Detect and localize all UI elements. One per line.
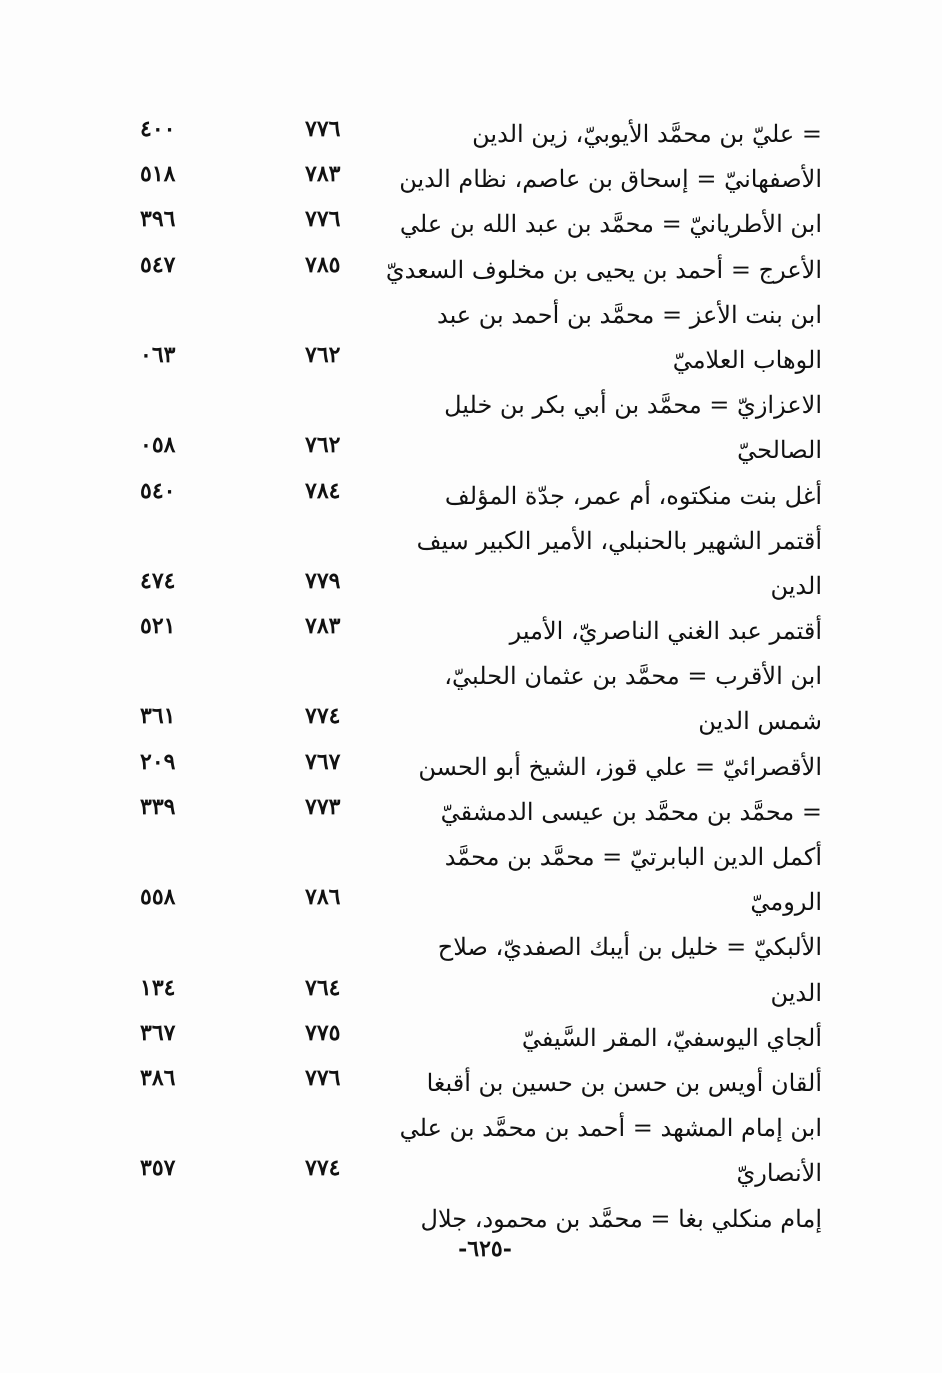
- entry-page: ٥١٨: [140, 161, 176, 188]
- entry-page: ٤٠٠: [140, 116, 176, 142]
- entry-year: ٧٨٣: [305, 613, 341, 640]
- entry-text: ابن بنت الأعز = محمَّد بن أحمد بن عبد: [436, 300, 822, 329]
- entry-year: ٧٧٩: [305, 567, 341, 594]
- entry-page: ٢٠٩: [140, 748, 176, 775]
- index-entry: [140, 1197, 840, 1242]
- entry-year: ٧٨٤: [305, 477, 341, 504]
- index-entry: [140, 112, 840, 157]
- entry-year: ٧٦٢: [305, 432, 341, 459]
- index-entry: [140, 474, 840, 519]
- entry-year: ٧٨٣: [305, 161, 341, 188]
- entry-text: الاعزازيّ = محمَّد بن أبي بكر بن خليل: [444, 391, 822, 420]
- entry-text: ابن الأقرب = محمَّد بن عثمان الحلبيّ،: [444, 662, 822, 691]
- index-entry: [140, 835, 840, 880]
- index-entry: [140, 202, 840, 247]
- entry-text: الأعرج = أحمد بن يحيى بن مخلوف السعديّ: [385, 255, 822, 284]
- entry-page: ٥٢١: [140, 613, 176, 640]
- entry-year: ٧٧٤: [305, 703, 341, 730]
- entry-text: الدين: [770, 571, 822, 600]
- index-entry: [140, 519, 840, 564]
- index-entry: [140, 1106, 840, 1151]
- entry-page: ٥٤٠: [140, 477, 176, 504]
- index-entry: [140, 609, 840, 654]
- index-entry: [140, 338, 840, 383]
- entry-year: ٧٨٥: [305, 251, 341, 278]
- page-number: -٦٢٥-: [458, 1236, 512, 1262]
- entry-text: الدين: [770, 978, 822, 1007]
- entry-text: ابن إمام المشهد = أحمد بن محمَّد بن علي: [399, 1114, 822, 1143]
- entry-year: ٧٧٦: [305, 1064, 341, 1091]
- entry-year: ٧٧٥: [305, 1019, 341, 1046]
- index-entry: [140, 1061, 840, 1106]
- entry-text: شمس الدين: [698, 707, 822, 736]
- index-entry: [140, 790, 840, 835]
- entry-page: ٣٥٧: [140, 1155, 176, 1182]
- index-entry: [140, 971, 840, 1016]
- index-entry: [140, 654, 840, 699]
- entry-year: ٧٧٤: [305, 1155, 341, 1182]
- index-entry: [140, 1016, 840, 1061]
- entry-page: ٠٦٣: [140, 341, 176, 368]
- index-entry: [140, 699, 840, 744]
- entry-text: = محمَّد بن محمَّد بن عيسى الدمشقيّ: [440, 797, 822, 826]
- entry-page: ٣٩٦: [140, 206, 176, 233]
- index-entry: [140, 293, 840, 338]
- entry-page: ٣٦١: [140, 703, 176, 730]
- entry-text: الصالحيّ: [737, 436, 822, 465]
- index-entry: [140, 880, 840, 925]
- entry-page: ٥٥٨: [140, 884, 176, 911]
- entry-year: ٧٦٧: [305, 748, 341, 775]
- entry-text: ألجاي اليوسفيّ، المقر السَّيفيّ: [521, 1023, 822, 1052]
- entry-text: الوهاب العلاميّ: [672, 345, 822, 374]
- index-list: [140, 112, 840, 1242]
- entry-text: إمام منكلي بغا = محمَّد بن محمود، جلال: [420, 1204, 822, 1233]
- entry-page: ٣٣٩: [140, 793, 176, 820]
- entry-text: الأنصاريّ: [736, 1159, 822, 1188]
- entry-text: ابن الأطريانيّ = محمَّد بن عبد الله بن علي: [399, 210, 822, 239]
- entry-page: ٤٧٤: [140, 567, 176, 594]
- entry-text: = عليّ بن محمَّد الأيوبيّ، زين الدين: [472, 120, 822, 148]
- index-entry: [140, 428, 840, 473]
- index-entry: [140, 383, 840, 428]
- entry-page: ٣٨٦: [140, 1064, 176, 1091]
- entry-text: أقتمر الشهير بالحنبلي، الأمير الكبير سيف: [416, 526, 822, 555]
- index-entry: [140, 248, 840, 293]
- entry-page: ٣٦٧: [140, 1019, 176, 1046]
- entry-year: ٧٦٤: [305, 974, 341, 1001]
- entry-text: الأقصرائيّ = علي قوز، الشيخ أبو الحسن: [418, 752, 822, 781]
- entry-year: ٧٨٦: [305, 884, 341, 911]
- index-entry: [140, 157, 840, 202]
- entry-year: ٧٦٢: [305, 341, 341, 368]
- entry-page: ٥٤٧: [140, 251, 176, 278]
- entry-year: ٧٧٣: [305, 793, 341, 820]
- entry-text: أقتمر عبد الغني الناصريّ، الأمير: [509, 617, 822, 646]
- entry-text: الأصفهانيّ = إسحاق بن عاصم، نظام الدين: [399, 165, 822, 194]
- entry-text: أكمل الدين البابرتيّ = محمَّد بن محمَّد: [444, 843, 822, 871]
- entry-page: ٠٥٨: [140, 432, 176, 459]
- entry-year: ٧٧٦: [305, 116, 341, 142]
- entry-text: الروميّ: [750, 888, 822, 917]
- index-entry: [140, 925, 840, 970]
- index-entry: [140, 745, 840, 790]
- index-entry: [140, 1151, 840, 1196]
- entry-text: ألقان أويس بن حسن بن حسين بن أقبغا: [426, 1068, 822, 1097]
- index-entry: [140, 564, 840, 609]
- entry-page: ١٣٤: [140, 974, 176, 1001]
- entry-text: أغل بنت منكتوه، أم عمر، جدّة المؤلف: [444, 481, 822, 510]
- entry-year: ٧٧٦: [305, 206, 341, 233]
- entry-text: الألبكيّ = خليل بن أيبك الصفديّ، صلاح: [437, 933, 822, 962]
